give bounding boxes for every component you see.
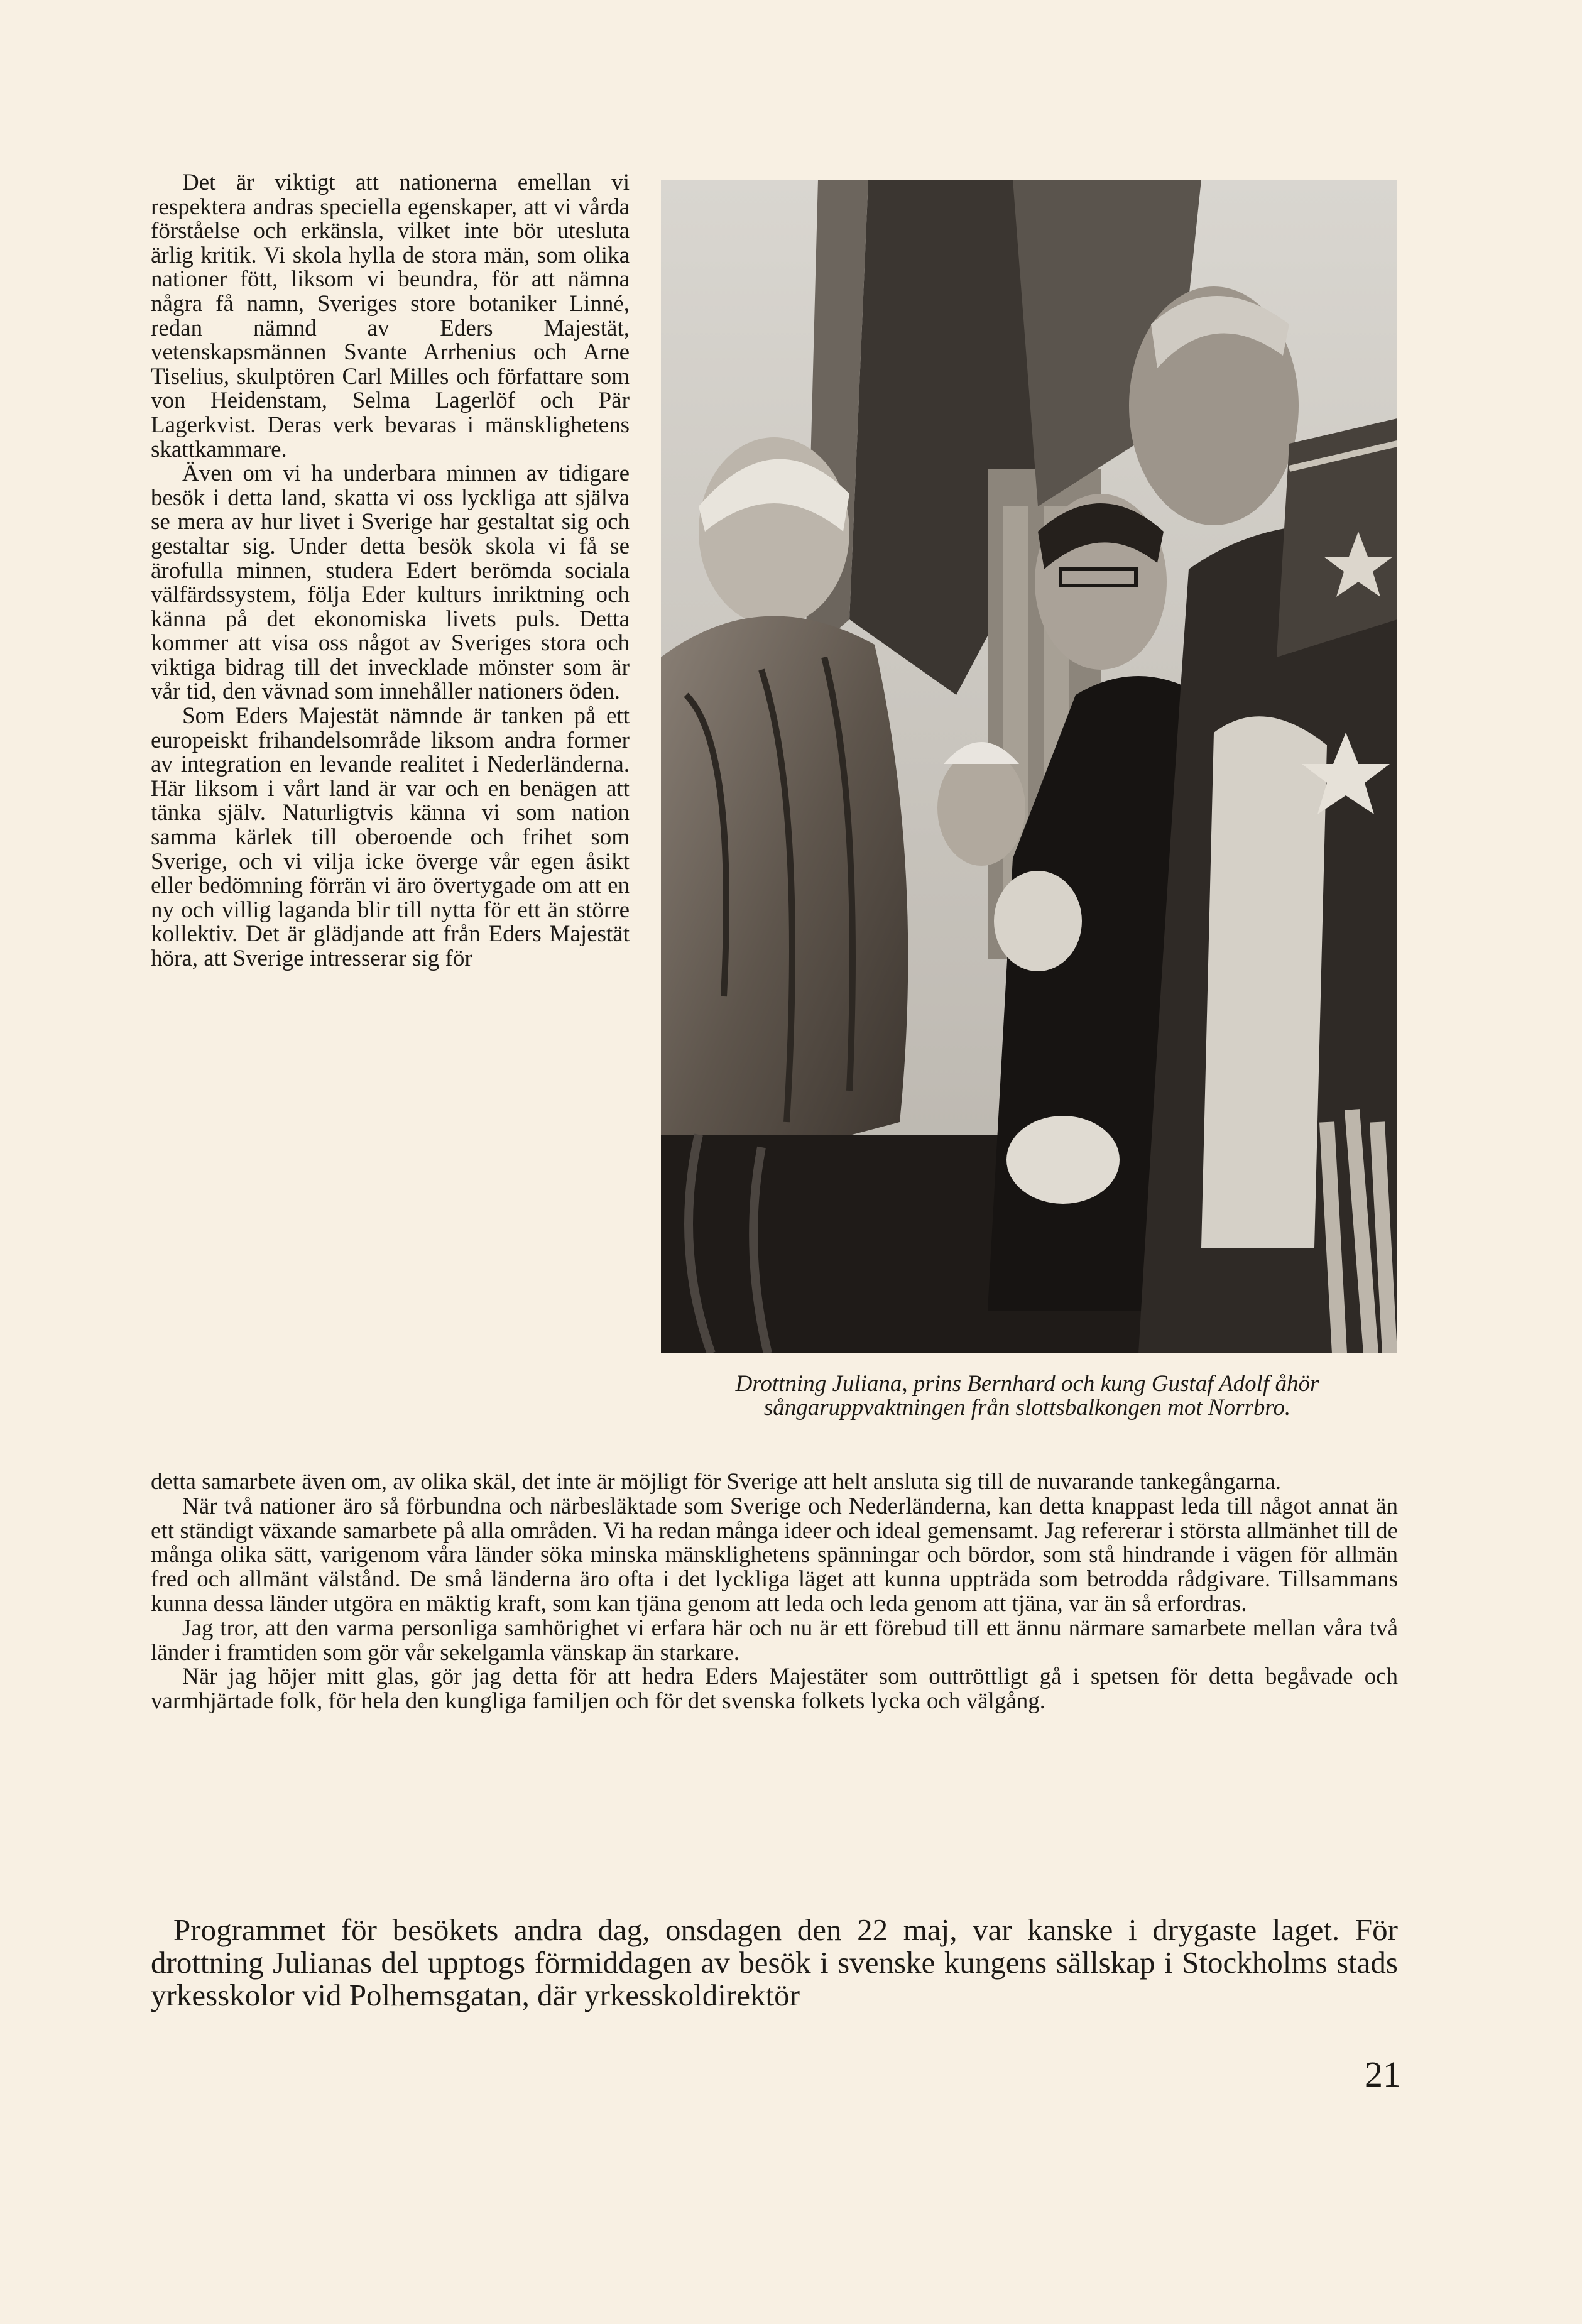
body-paragraph: När jag höjer mitt glas, gör jag detta för att hedra Eders Majestäter som outtröttligt gå i spetsen för detta begåvade och varmhjärtade folk, för hela den kungliga familjen och för det svenska folkets lycka och välgång.: [151, 1664, 1398, 1715]
text-column: [151, 171, 630, 971]
body-paragraph: Jag tror, att den varma personliga samhörighet vi erfara här och nu är ett förebud till ett ännu närmare samarbete mellan våra två länder i framtiden som gör vår sekelgamla vänskap än starkare.: [151, 1615, 1398, 1666]
balcony-photograph: [661, 180, 1397, 1353]
narrative-text: [151, 1914, 1398, 2012]
column-paragraph: Även om vi ha underbara minnen av tidigare besök i detta land, skatta vi oss lyckliga att själva se mera av hur livet i Sverige har gestaltat sig och gestaltar sig. Under detta besök skola vi få se ärofulla minnen, studera Edert berömda sociala välfärdssystem, följa Eder kulturs inriktning och känna på det ekonomiska livets puls. Detta kommer att visa oss något av Sveriges stora och viktiga bidrag till det invecklade mönster som är vår tid, den vävnad som innehåller nationers öden.: [151, 461, 630, 705]
photo-caption: Drottning Juliana, prins Bernhard och kung Gustaf Adolf åhör sångaruppvaktningen från slottsbalkongen mot Norrbro.: [735, 1371, 1319, 1421]
column-paragraph: Som Eders Majestät nämnde är tanken på ett europeiskt frihandelsområde liksom andra former av integration en levande realitet i Nederländerna. Här liksom i vårt land är var och en benägen att tänka själv. Naturligtvis känna vi som nation samma kärlek till oberoende och frihet som Sverige, och vi vilja icke överge vår egen åsikt eller bedömning förrän vi äro övertygade om att en ny och villig laganda blir till nytta för ett än större kollektiv. Det är glädjande att från Eders Majestät höra, att Sverige intresserar sig för: [151, 703, 630, 971]
full-width-text: [151, 1470, 1398, 1714]
balcony-photo-illustration: [661, 180, 1397, 1353]
column-paragraph: Det är viktigt att nationerna emellan vi respektera andras speciella egenskaper, att vi vårda förståelse och erkänsla, vilket inte bör utesluta ärlig kritik. Vi skola hylla de stora män, som olika nationer fött, liksom vi beundra, för att nämna några få namn, Sveriges store botaniker Linné, redan nämnd av Eders Majestät, vetenskapsmännen Svante Arrhenius och Arne Tiselius, skulptören Carl Milles och författare som von Heidenstam, Selma Lagerlöf och Pär Lagerkvist. Deras verk bevaras i mänsklighetens skattkammare.: [151, 170, 630, 462]
body-paragraph: När två nationer äro så förbundna och närbesläktade som Sverige och Nederländerna, kan detta knappast leda till något annat än ett ständigt växande samarbete på alla områden. Vi ha redan många ideer och ideal gemensamt. Jag refererar i största allmänhet till de många olika sätt, varigenom våra länder söka minska mänsklighetens spänningar och bördor, som stå hindrande i vägen för allmän fred och allmänt välstånd. De små länderna äro ofta i det lyckliga läget att kunna uppträda som betrodda rådgivare. Tillsammans kunna dessa länder utgöra en mäktig kraft, som kan tjäna genom att leda och leda genom att tjäna, var än så erfordras.: [151, 1493, 1398, 1617]
body-paragraph: detta samarbete även om, av olika skäl, det inte är möjligt för Sverige att helt ansluta sig till de nuvarande tankegångarna.: [151, 1469, 1282, 1495]
page-number: 21: [1365, 2054, 1401, 2095]
narrative-paragraph: Programmet för besökets andra dag, onsdagen den 22 maj, var kanske i drygaste laget. För drottning Julianas del upptogs förmiddagen av besök i svenske kungens sällskap i Stockholms stads yrkesskolor vid Polhemsgatan, där yrkesskoldirektör: [151, 1912, 1398, 2012]
